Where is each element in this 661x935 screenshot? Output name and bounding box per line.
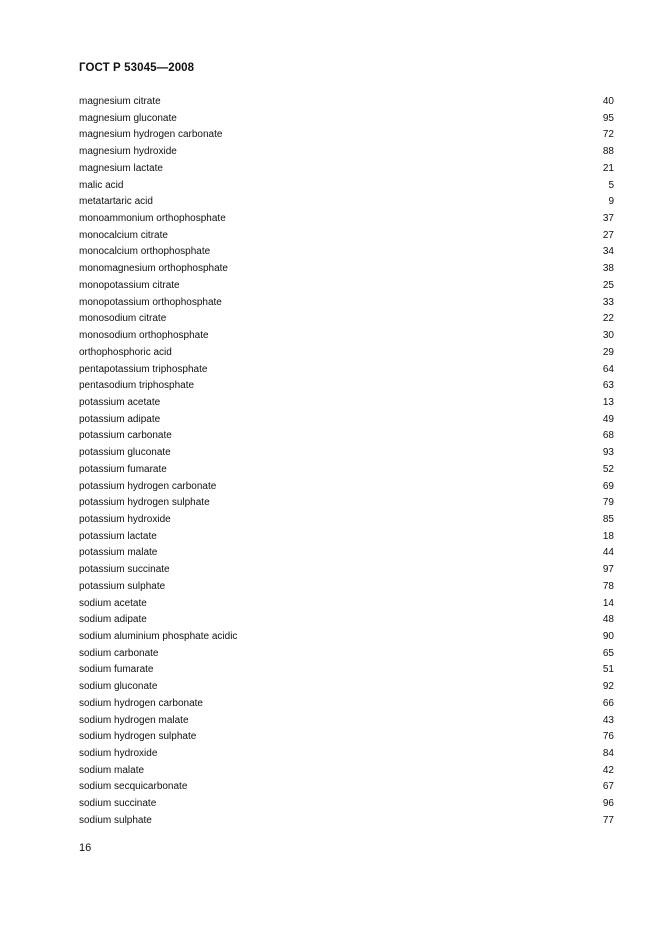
index-entry [79, 278, 614, 295]
index-term: pentapotassium triphosphate [79, 363, 208, 375]
index-page-ref: 42 [602, 764, 614, 776]
index-entry [79, 579, 614, 596]
index-entry [79, 111, 614, 128]
index-page-ref: 84 [602, 748, 614, 760]
index-term: sodium adipate [79, 614, 147, 626]
index-page-ref: 68 [602, 430, 614, 442]
index-term: sodium carbonate [79, 647, 159, 659]
index-entry [79, 395, 614, 412]
index-page-ref: 93 [602, 447, 614, 459]
index-entry [79, 295, 614, 312]
index-entry [79, 612, 614, 629]
index-term: monosodium citrate [79, 313, 167, 325]
index-entry [79, 813, 614, 830]
index-term: sodium malate [79, 764, 145, 776]
index-entry [79, 545, 614, 562]
index-page-ref: 92 [602, 681, 614, 693]
index-page-ref: 90 [602, 631, 614, 642]
index-page-ref: 67 [602, 781, 614, 793]
index-term: potassium adipate [79, 413, 161, 425]
index-page-ref: 52 [602, 463, 614, 475]
index-entry [79, 244, 614, 261]
index-page-ref: 30 [602, 330, 614, 342]
index-entry [79, 562, 614, 579]
index-term: sodium fumarate [79, 664, 154, 676]
index-term: sodium gluconate [79, 681, 158, 693]
index-term: sodium aluminium phosphate acidic [79, 631, 238, 642]
document-header: ГОСТ Р 53045—2008 [79, 62, 195, 74]
index-entry [79, 596, 614, 613]
index-term: potassium acetate [79, 396, 161, 408]
index-entry [79, 311, 614, 328]
index-page-ref: 65 [602, 647, 614, 659]
index-term: sodium hydroxide [79, 748, 158, 760]
index-term: potassium malate [79, 547, 158, 559]
index-term: potassium gluconate [79, 447, 171, 459]
index-page-ref: 29 [602, 346, 614, 358]
index-page-ref: 88 [602, 146, 614, 158]
index-page-ref: 85 [602, 513, 614, 525]
index-page-ref: 49 [602, 413, 614, 425]
index-entry [79, 779, 614, 796]
index-term: magnesium hydrogen carbonate [79, 129, 223, 141]
index-term: potassium lactate [79, 530, 157, 542]
index-term: magnesium gluconate [79, 112, 177, 124]
index-term: monopotassium citrate [79, 279, 180, 291]
index-page-ref: 5 [608, 179, 614, 191]
index-page-ref: 48 [602, 614, 614, 626]
index-entry [79, 662, 614, 679]
index-entry [79, 228, 614, 245]
index-entry [79, 729, 614, 746]
index-term: potassium hydrogen carbonate [79, 480, 217, 492]
index-entry [79, 412, 614, 429]
index-page-ref: 33 [602, 296, 614, 308]
index-entry [79, 495, 614, 512]
index-entry [79, 345, 614, 362]
index-page-ref: 72 [602, 129, 614, 141]
index-page-ref: 38 [602, 263, 614, 275]
index-term: sodium hydrogen carbonate [79, 697, 203, 709]
index-term: sodium hydrogen malate [79, 714, 189, 726]
index-page-ref: 9 [608, 196, 614, 208]
index-entry [79, 378, 614, 395]
index-term: potassium sulphate [79, 580, 166, 592]
index-entry [79, 362, 614, 379]
index-entry [79, 512, 614, 529]
index-list [79, 94, 614, 830]
index-entry [79, 796, 614, 813]
index-page-ref: 18 [602, 530, 614, 542]
index-term: monomagnesium orthophosphate [79, 263, 228, 275]
index-page-ref: 97 [602, 564, 614, 576]
index-page-ref: 43 [602, 714, 614, 726]
index-entry [79, 127, 614, 144]
index-entry [79, 713, 614, 730]
index-term: malic acid [79, 179, 124, 191]
index-page-ref: 44 [602, 547, 614, 559]
index-page-ref: 78 [602, 580, 614, 592]
index-term: sodium secquicarbonate [79, 781, 188, 793]
index-page-ref: 63 [602, 380, 614, 392]
index-term: potassium fumarate [79, 463, 167, 475]
index-page-ref: 66 [602, 697, 614, 709]
index-entry [79, 178, 614, 195]
index-term: monocalcium orthophosphate [79, 246, 211, 258]
index-page-ref: 64 [602, 363, 614, 375]
index-entry [79, 194, 614, 211]
index-entry [79, 479, 614, 496]
index-page-ref: 37 [602, 213, 614, 225]
index-term: monoammonium orthophosphate [79, 213, 226, 225]
index-page-ref: 77 [602, 814, 614, 826]
index-term: monocalcium citrate [79, 229, 168, 241]
index-page-ref: 40 [602, 96, 614, 107]
index-term: orthophosphoric acid [79, 346, 172, 358]
index-term: magnesium hydroxide [79, 146, 177, 158]
index-entry [79, 428, 614, 445]
index-entry [79, 144, 614, 161]
page-number: 16 [79, 842, 92, 854]
index-page-ref: 21 [602, 162, 614, 174]
index-entry [79, 746, 614, 763]
index-term: sodium hydrogen sulphate [79, 731, 197, 743]
index-term: potassium hydroxide [79, 513, 171, 525]
index-page-ref: 69 [602, 480, 614, 492]
index-entry [79, 763, 614, 780]
index-page-ref: 25 [602, 279, 614, 291]
index-entry [79, 529, 614, 546]
index-term: sodium acetate [79, 597, 147, 609]
index-page-ref: 51 [602, 664, 614, 676]
index-entry [79, 211, 614, 228]
index-page-ref: 14 [602, 597, 614, 609]
index-entry [79, 679, 614, 696]
index-term: magnesium lactate [79, 162, 163, 174]
index-entry [79, 161, 614, 178]
index-entry [79, 646, 614, 663]
index-page-ref: 79 [602, 497, 614, 509]
index-entry [79, 261, 614, 278]
index-term: sodium sulphate [79, 814, 152, 826]
index-entry [79, 328, 614, 345]
index-term: sodium succinate [79, 798, 157, 810]
index-entry [79, 629, 614, 646]
index-page-ref: 34 [602, 246, 614, 258]
index-page-ref: 95 [602, 112, 614, 124]
index-term: pentasodium triphosphate [79, 380, 195, 392]
index-page-ref: 27 [602, 229, 614, 241]
index-term: potassium carbonate [79, 430, 172, 442]
index-entry [79, 94, 614, 111]
index-term: monopotassium orthophosphate [79, 296, 222, 308]
index-term: metatartaric acid [79, 196, 153, 208]
index-page-ref: 22 [602, 313, 614, 325]
index-term: potassium hydrogen sulphate [79, 497, 210, 509]
index-page-ref: 76 [602, 731, 614, 743]
index-page-ref: 96 [602, 798, 614, 810]
index-term: magnesium citrate [79, 96, 161, 107]
index-entry [79, 445, 614, 462]
index-entry [79, 696, 614, 713]
index-term: monosodium orthophosphate [79, 330, 209, 342]
index-entry [79, 462, 614, 479]
index-page-ref: 13 [602, 396, 614, 408]
index-term: potassium succinate [79, 564, 170, 576]
